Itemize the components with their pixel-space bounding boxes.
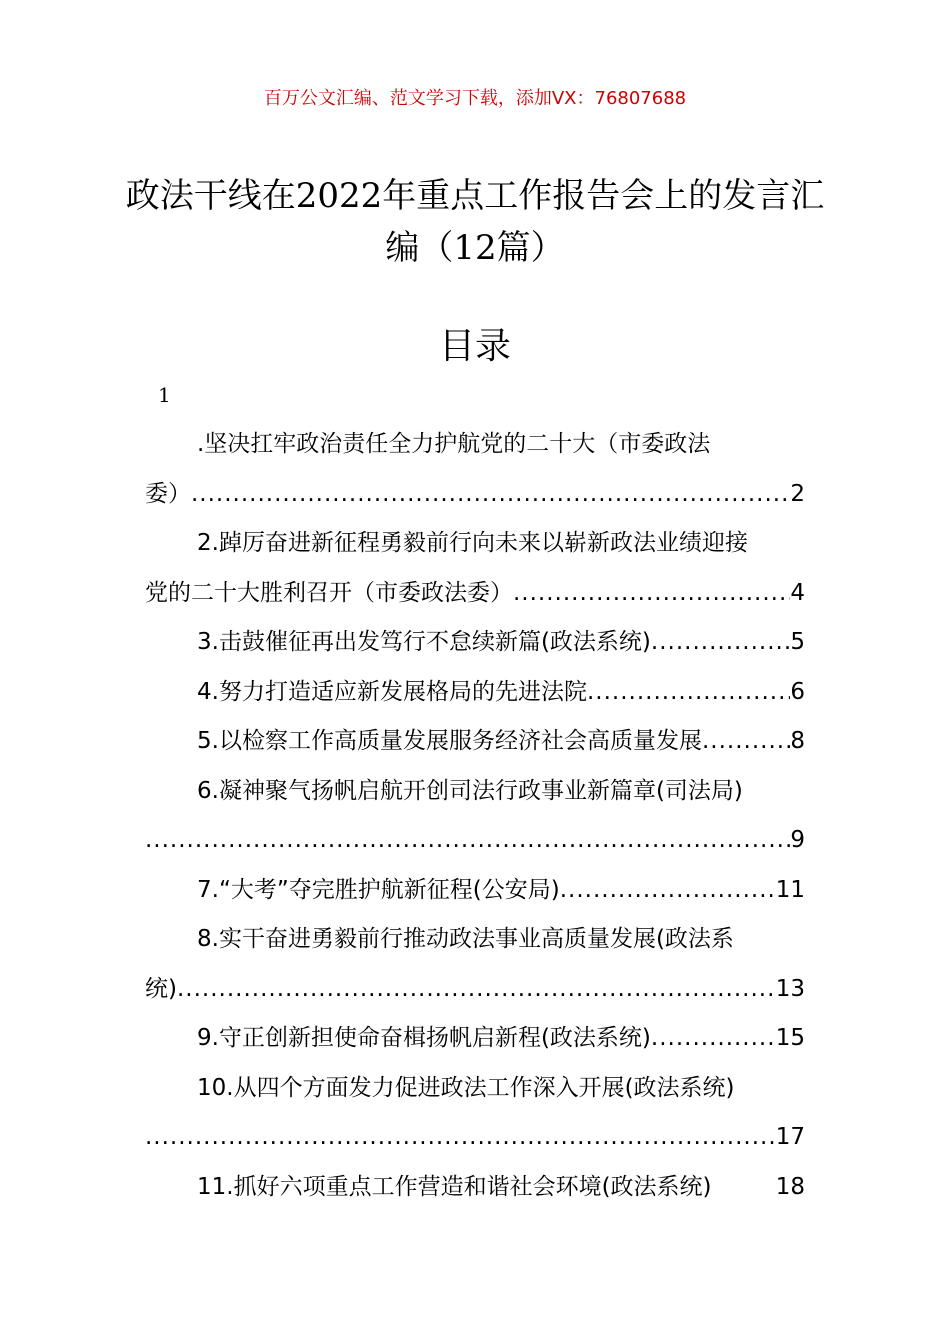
page-marker-number: 1 — [158, 383, 171, 407]
dot-leader — [651, 1014, 776, 1064]
toc-entry-title: .坚决扛牢政治责任全力护航党的二十大（市委政法 — [197, 431, 711, 457]
toc-page-number: 13 — [775, 975, 805, 1002]
toc-entry-title: 11.抓好六项重点工作营造和谐社会环境(政法系统) — [197, 1173, 712, 1200]
toc-page-number: 2 — [790, 480, 805, 507]
dot-leader — [191, 470, 790, 520]
toc-page-number: 17 — [775, 1124, 805, 1150]
download-banner: 百万公文汇编、范文学习下载，添加VX：76807688 — [263, 88, 687, 109]
toc-entry-2[interactable] — [145, 519, 805, 618]
table-of-contents — [145, 420, 805, 1212]
toc-entry-10[interactable] — [145, 1064, 805, 1163]
toc-entry-title-cont: 统) — [145, 975, 177, 1002]
toc-entry-title-cont: 委） — [145, 480, 191, 507]
toc-entry-1[interactable] — [145, 420, 805, 519]
toc-entry-title: 3.击鼓催征再出发笃行不怠续新篇(政法系统) — [197, 629, 651, 655]
toc-entry-6[interactable] — [145, 767, 805, 866]
toc-entry-title: 10.从四个方面发力促进政法工作深入开展(政法系统) — [197, 1074, 735, 1101]
document-title: 政法干线在2022年重点工作报告会上的发言汇编（12篇） — [125, 176, 825, 268]
dot-leader — [513, 569, 790, 619]
toc-entry-11[interactable] — [145, 1163, 805, 1213]
toc-entry-title: 6.凝神聚气扬帆启航开创司法行政事业新篇章(司法局) — [197, 777, 743, 804]
toc-entry-title: 8.实干奋进勇毅前行推动政法事业高质量发展(政法系 — [197, 926, 734, 952]
toc-entry-4[interactable] — [145, 668, 805, 718]
toc-page-number: 5 — [790, 629, 805, 655]
toc-heading: 目录 — [438, 326, 511, 367]
dot-leader — [702, 717, 790, 767]
toc-entry-title: 4.努力打造适应新发展格局的先进法院 — [197, 678, 587, 705]
dot-leader — [587, 668, 790, 718]
toc-entry-title: 2.踔厉奋进新征程勇毅前行向未来以崭新政法业绩迎接 — [197, 530, 748, 556]
toc-entry-title-cont: 党的二十大胜利召开（市委政法委） — [145, 579, 513, 606]
dot-leader — [145, 1113, 776, 1163]
dot-leader — [177, 965, 776, 1015]
toc-entry-9[interactable] — [145, 1014, 805, 1064]
toc-entry-3[interactable] — [145, 618, 805, 668]
toc-page-number: 11 — [775, 876, 805, 903]
toc-entry-7[interactable] — [145, 866, 805, 916]
dot-leader — [651, 618, 790, 668]
toc-entry-title: 9.守正创新担使命奋楫扬帆启新程(政法系统) — [197, 1025, 651, 1051]
toc-page-number: 15 — [775, 1025, 805, 1051]
toc-entry-title: 7.“大考”夺完胜护航新征程(公安局) — [197, 876, 560, 903]
toc-page-number: 6 — [790, 678, 805, 705]
dot-leader — [560, 866, 776, 916]
toc-page-number: 8 — [790, 728, 805, 754]
dot-leader — [145, 816, 790, 866]
toc-entry-title: 5.以检察工作高质量发展服务经济社会高质量发展 — [197, 728, 702, 754]
toc-page-number: 4 — [790, 579, 805, 606]
toc-page-number: 9 — [790, 827, 805, 853]
toc-entry-8[interactable] — [145, 915, 805, 1014]
toc-entry-5[interactable] — [145, 717, 805, 767]
toc-page-number: 18 — [775, 1173, 805, 1200]
